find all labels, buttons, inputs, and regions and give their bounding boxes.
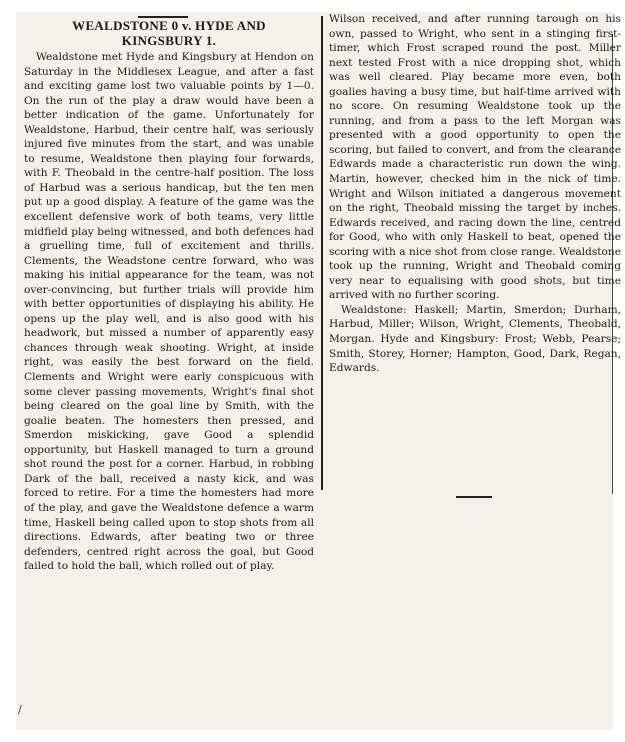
team-lineups: Wealdstone: Haskell; Martin, Smerdon; Durham, Harbud, Miller; Wilson, Wright, Clements, Theobald, Morgan. Hyde and Kingsbury: Frost; Webb, Pearse; Smith, Storey, Horner; Hampton, Good, Dark, Regan, Edwards. [329,303,621,375]
headline-line-2: KINGSBURY 1. [121,33,217,48]
newspaper-clipping [16,12,621,730]
column-right [329,12,621,730]
headline-line-1: WEALDSTONE 0 v. HYDE AND [72,18,266,33]
end-rule [456,496,492,498]
article-paragraph-2: Wilson received, and after running tarough on his own, passed to Wright, who sent in a stinging first-timer, which Frost scraped round the post. Miller next tested Frost with a nice dropping shot, which was well cleared. Play became more even, both goalies having a busy time, but half-time arrived with no score. On resuming Wealdstone took up the running, and from a pass to the left Morgan was presented with a good opportunity to open the scoring, but failed to convert, and from the clearance Edwards made a characteristic run down the wing. Martin, however, checked him in the nick of time. Wright and Wilson initiated a dangerous movement on the right, Theobald missing the target by inches. Edwards received, and racing down the line, centred for Good, who with only Haskell to beat, opened the scoring with a nice shot from close range. Wealdstone took up the running, Wright and Theobald coming very near to equalising with good shots, but time arrived with no further scoring. [329,13,621,302]
margin-mark: / [18,703,22,716]
column-divider [321,16,323,490]
article-paragraph-1: Wealdstone met Hyde and Kingsbury at Hendon on Saturday in the Middlesex League, and after a fast and exciting game lost two valuable points by 1—0. On the run of the play a draw would have been a better indication of the game. Unfortunately for Wealdstone, Harbud, their centre half, was seriously injured five minutes from the start, and was unable to resume, Wealdstone then playing four forwards, with F. Theobald in the centre-half position. The loss of Harbud was a serious handicap, but the ten men put up a good display. A feature of the game was the excellent defensive work of both teams, very little midfield play being witnessed, and both defences had a gruelling time, full of excitement and thrills. Clements, the Weadstone centre forward, who was making his initial appearance for the team, was not over-convincing, but further trials will provide him with better opportunities of displaying his ability. He opens up the play well, and is also good with his headwork, but missed a number of apparently easy chances through weak shooting. Wright, at inside right, was easily the best forward on the field. Clements and Wright were early conspicuous with some clever passing movements, Wright's final shot being cleared on the goal line by Smith, with the goalie beaten. The homesters then pressed, and Smerdon miskicking, gave Good a splendid opportunity, but Haskell managed to turn a ground shot round the post for a corner. Harbud, in robbing Dark of the ball, received a nasty kick, and was forced to retire. For a time the homesters had more of the play, and gave the Wealdstone defence a warm time, Haskell being called upon to stop shots from all directions. Edwards, after beating two or three defenders, centred right across the goal, but Good failed to hold the ball, which rolled out of play. [24,51,314,573]
headline [24,18,314,48]
column-left [24,12,314,730]
